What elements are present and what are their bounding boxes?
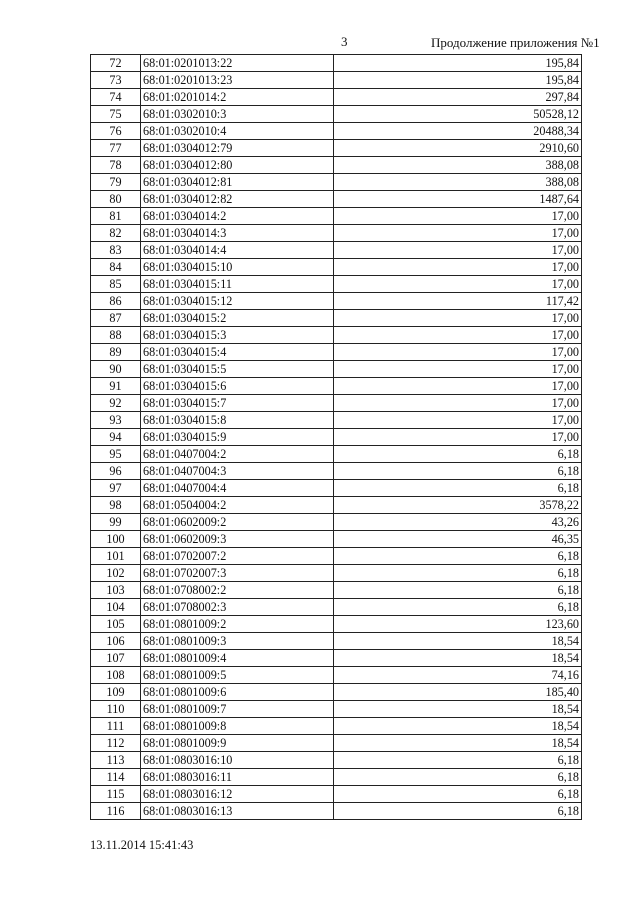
row-value: 6,18 (334, 803, 582, 820)
row-number: 108 (91, 667, 141, 684)
table-row (91, 718, 582, 735)
table-row (91, 191, 582, 208)
row-value: 17,00 (334, 395, 582, 412)
table-row (91, 446, 582, 463)
cadastral-number: 68:01:0407004:3 (141, 463, 334, 480)
row-value: 6,18 (334, 463, 582, 480)
table-row (91, 514, 582, 531)
row-value: 18,54 (334, 701, 582, 718)
table-row (91, 310, 582, 327)
cadastral-number: 68:01:0304015:9 (141, 429, 334, 446)
row-value: 6,18 (334, 548, 582, 565)
table-row (91, 123, 582, 140)
row-value: 17,00 (334, 361, 582, 378)
row-value: 17,00 (334, 225, 582, 242)
row-value: 6,18 (334, 446, 582, 463)
row-number: 82 (91, 225, 141, 242)
row-value: 17,00 (334, 276, 582, 293)
row-value: 18,54 (334, 650, 582, 667)
row-value: 18,54 (334, 735, 582, 752)
row-number: 87 (91, 310, 141, 327)
row-number: 91 (91, 378, 141, 395)
cadastral-number: 68:01:0304014:4 (141, 242, 334, 259)
table-row (91, 72, 582, 89)
table-row (91, 803, 582, 820)
cadastral-number: 68:01:0304014:2 (141, 208, 334, 225)
table-row (91, 616, 582, 633)
row-value: 117,42 (334, 293, 582, 310)
table-row (91, 735, 582, 752)
cadastral-number: 68:01:0304015:4 (141, 344, 334, 361)
row-number: 107 (91, 650, 141, 667)
cadastral-number: 68:01:0304015:10 (141, 259, 334, 276)
row-number: 88 (91, 327, 141, 344)
table-row (91, 106, 582, 123)
row-number: 98 (91, 497, 141, 514)
row-number: 90 (91, 361, 141, 378)
print-timestamp: 13.11.2014 15:41:43 (90, 838, 194, 852)
table-row (91, 480, 582, 497)
table-row (91, 667, 582, 684)
cadastral-number: 68:01:0304015:8 (141, 412, 334, 429)
row-value: 17,00 (334, 429, 582, 446)
table-row (91, 259, 582, 276)
table-row (91, 157, 582, 174)
row-number: 96 (91, 463, 141, 480)
row-number: 79 (91, 174, 141, 191)
row-number: 73 (91, 72, 141, 89)
table-row (91, 242, 582, 259)
cadastral-number: 68:01:0801009:5 (141, 667, 334, 684)
table-row (91, 701, 582, 718)
row-value: 388,08 (334, 157, 582, 174)
row-number: 78 (91, 157, 141, 174)
row-value: 20488,34 (334, 123, 582, 140)
row-value: 6,18 (334, 752, 582, 769)
cadastral-number: 68:01:0304015:11 (141, 276, 334, 293)
row-number: 99 (91, 514, 141, 531)
table-row (91, 361, 582, 378)
table-row (91, 650, 582, 667)
cadastral-number: 68:01:0602009:2 (141, 514, 334, 531)
row-number: 110 (91, 701, 141, 718)
row-value: 18,54 (334, 718, 582, 735)
cadastral-number: 68:01:0801009:3 (141, 633, 334, 650)
cadastral-number: 68:01:0702007:2 (141, 548, 334, 565)
row-number: 112 (91, 735, 141, 752)
row-number: 92 (91, 395, 141, 412)
cadastral-number: 68:01:0708002:3 (141, 599, 334, 616)
cadastral-number: 68:01:0304014:3 (141, 225, 334, 242)
cadastral-number: 68:01:0801009:8 (141, 718, 334, 735)
table-row (91, 582, 582, 599)
table-row (91, 225, 582, 242)
cadastral-number: 68:01:0801009:9 (141, 735, 334, 752)
row-value: 74,16 (334, 667, 582, 684)
cadastral-number: 68:01:0304015:2 (141, 310, 334, 327)
table-row (91, 429, 582, 446)
row-number: 100 (91, 531, 141, 548)
table-row (91, 293, 582, 310)
table-row (91, 174, 582, 191)
row-value: 46,35 (334, 531, 582, 548)
table-body (91, 55, 582, 820)
cadastral-number: 68:01:0803016:11 (141, 769, 334, 786)
row-number: 114 (91, 769, 141, 786)
row-number: 109 (91, 684, 141, 701)
row-value: 6,18 (334, 582, 582, 599)
row-value: 6,18 (334, 769, 582, 786)
row-value: 17,00 (334, 242, 582, 259)
row-number: 84 (91, 259, 141, 276)
cadastral-number: 68:01:0302010:4 (141, 123, 334, 140)
table-row (91, 378, 582, 395)
row-number: 113 (91, 752, 141, 769)
table-row (91, 599, 582, 616)
row-value: 185,40 (334, 684, 582, 701)
row-value: 297,84 (334, 89, 582, 106)
cadastral-number: 68:01:0504004:2 (141, 497, 334, 514)
cadastral-number: 68:01:0708002:2 (141, 582, 334, 599)
row-number: 75 (91, 106, 141, 123)
row-value: 388,08 (334, 174, 582, 191)
page-number: 3 (341, 34, 348, 49)
table-row (91, 344, 582, 361)
table-row (91, 412, 582, 429)
table-row (91, 548, 582, 565)
row-number: 95 (91, 446, 141, 463)
cadastral-number: 68:01:0304015:6 (141, 378, 334, 395)
row-number: 103 (91, 582, 141, 599)
row-value: 6,18 (334, 599, 582, 616)
cadastral-table (90, 54, 582, 820)
row-number: 85 (91, 276, 141, 293)
cadastral-number: 68:01:0304015:7 (141, 395, 334, 412)
row-number: 74 (91, 89, 141, 106)
row-number: 76 (91, 123, 141, 140)
cadastral-number: 68:01:0201013:22 (141, 55, 334, 72)
cadastral-number: 68:01:0803016:12 (141, 786, 334, 803)
row-value: 1487,64 (334, 191, 582, 208)
cadastral-number: 68:01:0407004:2 (141, 446, 334, 463)
table-row (91, 497, 582, 514)
row-value: 17,00 (334, 412, 582, 429)
row-number: 86 (91, 293, 141, 310)
row-number: 93 (91, 412, 141, 429)
cadastral-number: 68:01:0602009:3 (141, 531, 334, 548)
row-value: 6,18 (334, 565, 582, 582)
cadastral-number: 68:01:0304015:12 (141, 293, 334, 310)
row-number: 111 (91, 718, 141, 735)
table-row (91, 55, 582, 72)
cadastral-number: 68:01:0201014:2 (141, 89, 334, 106)
table-row (91, 395, 582, 412)
row-number: 116 (91, 803, 141, 820)
row-number: 97 (91, 480, 141, 497)
cadastral-number: 68:01:0702007:3 (141, 565, 334, 582)
row-number: 80 (91, 191, 141, 208)
cadastral-number: 68:01:0304012:79 (141, 140, 334, 157)
row-value: 50528,12 (334, 106, 582, 123)
row-number: 105 (91, 616, 141, 633)
row-number: 83 (91, 242, 141, 259)
table-row (91, 89, 582, 106)
cadastral-number: 68:01:0803016:10 (141, 752, 334, 769)
cadastral-number: 68:01:0304012:80 (141, 157, 334, 174)
cadastral-number: 68:01:0201013:23 (141, 72, 334, 89)
row-value: 6,18 (334, 480, 582, 497)
row-value: 3578,22 (334, 497, 582, 514)
table-row (91, 565, 582, 582)
row-number: 72 (91, 55, 141, 72)
row-value: 17,00 (334, 344, 582, 361)
table-row (91, 769, 582, 786)
cadastral-number: 68:01:0304012:81 (141, 174, 334, 191)
row-value: 17,00 (334, 378, 582, 395)
cadastral-number: 68:01:0407004:4 (141, 480, 334, 497)
cadastral-number: 68:01:0801009:7 (141, 701, 334, 718)
table-row (91, 531, 582, 548)
cadastral-number: 68:01:0801009:6 (141, 684, 334, 701)
cadastral-number: 68:01:0304015:5 (141, 361, 334, 378)
row-value: 123,60 (334, 616, 582, 633)
table-row (91, 684, 582, 701)
row-value: 17,00 (334, 208, 582, 225)
table-row (91, 463, 582, 480)
continuation-title: Продолжение приложения №1 (431, 35, 600, 50)
row-number: 115 (91, 786, 141, 803)
row-value: 195,84 (334, 55, 582, 72)
table-row (91, 786, 582, 803)
table-row (91, 276, 582, 293)
cadastral-number: 68:01:0801009:2 (141, 616, 334, 633)
table-row (91, 208, 582, 225)
row-value: 6,18 (334, 786, 582, 803)
row-number: 102 (91, 565, 141, 582)
row-number: 104 (91, 599, 141, 616)
row-value: 18,54 (334, 633, 582, 650)
row-number: 101 (91, 548, 141, 565)
cadastral-number: 68:01:0304015:3 (141, 327, 334, 344)
row-number: 94 (91, 429, 141, 446)
row-value: 17,00 (334, 259, 582, 276)
row-value: 195,84 (334, 72, 582, 89)
row-number: 89 (91, 344, 141, 361)
cadastral-number: 68:01:0302010:3 (141, 106, 334, 123)
row-number: 81 (91, 208, 141, 225)
row-value: 17,00 (334, 310, 582, 327)
cadastral-number: 68:01:0801009:4 (141, 650, 334, 667)
row-number: 77 (91, 140, 141, 157)
table-row (91, 633, 582, 650)
table-row (91, 327, 582, 344)
cadastral-number: 68:01:0304012:82 (141, 191, 334, 208)
row-value: 43,26 (334, 514, 582, 531)
row-number: 106 (91, 633, 141, 650)
table-row (91, 752, 582, 769)
row-value: 17,00 (334, 327, 582, 344)
table-row (91, 140, 582, 157)
cadastral-number: 68:01:0803016:13 (141, 803, 334, 820)
row-value: 2910,60 (334, 140, 582, 157)
